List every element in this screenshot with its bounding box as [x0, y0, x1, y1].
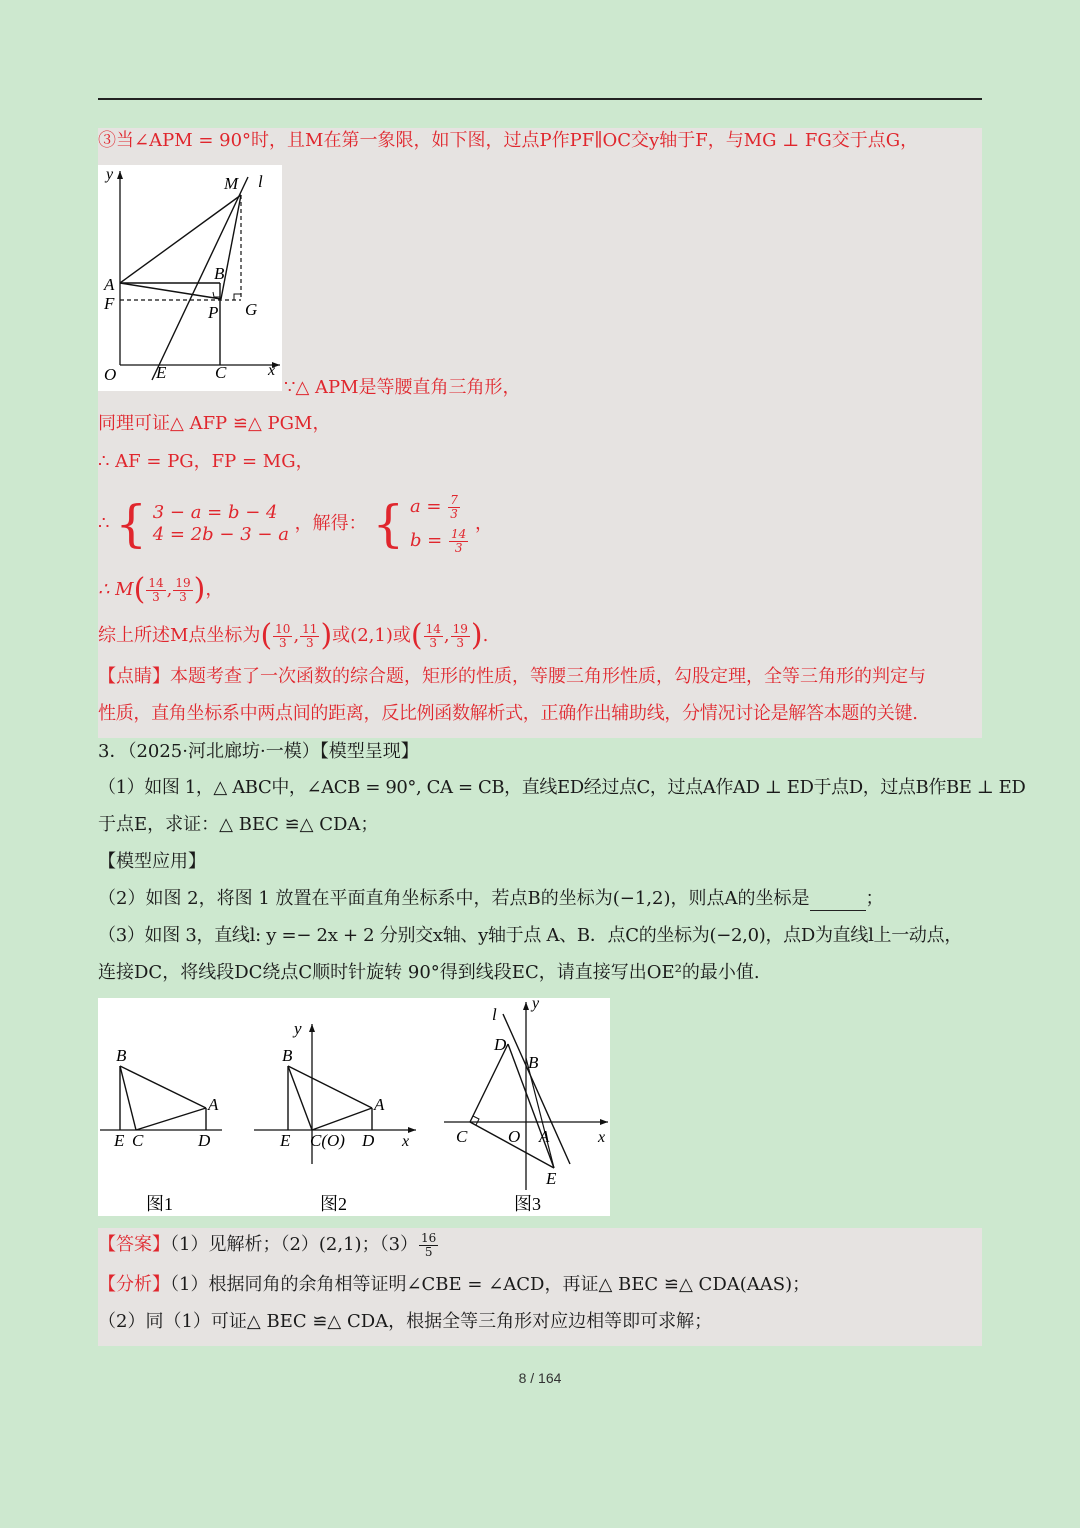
question-part2: （2）如图 2，将图 1 放置在平面直角坐标系中，若点B的坐标为(−1,2)，则点A的坐标是 ；	[98, 888, 884, 909]
g1-label-c: C	[132, 1131, 144, 1150]
fig1-label-y: y	[106, 166, 114, 183]
caption-fig1: 图1	[146, 1194, 173, 1214]
header-rule	[98, 98, 982, 100]
solution-equal: ∴ AF = PG，FP = MG，	[98, 451, 314, 472]
g3-label-o: O	[508, 1127, 521, 1146]
solution-b: b = $\frac{14}{3}$	[409, 526, 467, 555]
analysis-tag: 【分析】	[98, 1274, 170, 1295]
g2-label-d: D	[362, 1131, 375, 1150]
solution-brace: {	[372, 495, 405, 553]
caption-fig2: 图2	[320, 1194, 347, 1214]
fig1-label-p: P	[208, 303, 219, 322]
fig1-label-m: M	[224, 174, 239, 193]
answer-line: 【答案】（1）见解析；（2）(2,1)；（3） $\frac{16}{5}$	[98, 1230, 437, 1259]
answer-tag: 【答案】	[98, 1234, 170, 1255]
g3-label-l: l	[492, 1005, 497, 1024]
solve-label: ，解得：	[294, 513, 367, 534]
g3-label-c: C	[456, 1127, 468, 1146]
comment-tag: 【点睛】	[98, 666, 170, 687]
analysis-line-1: 【分析】（1）根据同角的余角相等证明∠CBE = ∠ACD，再证△ BEC ≌△ CDA(AAS)；	[98, 1274, 811, 1295]
question-part1-a: （1）如图 1，△ ABC中，∠ACB = 90°, CA = CB，直线ED经过点C，过点A作AD ⊥ ED于点D，过点B作BE ⊥ ED	[98, 777, 1026, 798]
g2-label-co: C(O)	[310, 1131, 345, 1150]
equation-2: 4 = 2b − 3 − a	[152, 524, 289, 545]
question-header: 3．（2025·河北廊坊·一模）【模型呈现】	[98, 741, 419, 762]
g2-label-a: A	[374, 1095, 385, 1114]
system-therefore: ∴	[98, 513, 110, 534]
fig1-label-b: B	[214, 264, 225, 283]
solution-values	[410, 490, 469, 558]
solution-summary: 综上所述M点坐标为( $\frac{10}{3}$ , $\frac{11}{3}$ )或(2,1)或( $\frac{14}{3}$ , $\frac{19}{3}$ ).	[98, 618, 489, 653]
figure-models	[98, 998, 610, 1216]
solution-m-point: ∴ M( $\frac{14}{3}$ , $\frac{19}{3}$ )，	[98, 572, 224, 607]
figure-models-svg	[98, 998, 610, 1216]
question-part1-b: 于点E，求证：△ BEC ≌△ CDA；	[98, 814, 379, 835]
comment-line-2: 性质，直角坐标系中两点间的距离，反比例函数解析式，正确作出辅助线，分情况讨论是解答本题的关键.	[98, 703, 918, 724]
solution-a: a = $\frac{7}{3}$	[409, 492, 458, 521]
question-part3-b: 连接DC，将线段DC绕点C顺时针旋转 90°得到线段EC，请直接写出OE²的最小值.	[98, 962, 760, 983]
g3-label-e: E	[546, 1169, 557, 1188]
question-apply: 【模型应用】	[98, 851, 206, 872]
g1-label-a: A	[208, 1095, 219, 1114]
g3-label-b: B	[528, 1053, 539, 1072]
equation-1: 3 − a = b − 4	[152, 502, 278, 523]
solution-comma: ，	[475, 513, 494, 534]
solution-congruent: 同理可证△ AFP ≌△ PGM，	[98, 413, 331, 434]
fig1-label-e: E	[156, 363, 167, 382]
fig1-label-f: F	[104, 294, 115, 313]
question-part3-a: （3）如图 3，直线l: y =− 2x + 2 分别交x轴、y轴于点 A、B．点C的坐标为(−2,0)，点D为直线l上一动点，	[98, 925, 963, 946]
answer-blank[interactable]	[810, 892, 866, 911]
g1-label-d: D	[198, 1131, 211, 1150]
answer-fraction: $\frac{16}{5}$	[421, 1230, 437, 1259]
g1-label-b: B	[116, 1046, 127, 1065]
solution-system	[98, 486, 982, 562]
solution-intro: ③当∠APM = 90°时，且M在第一象限，如下图，过点P作PF∥OC交y轴于F，与MG ⊥ FG交于点G，	[98, 130, 919, 151]
fig1-label-c: C	[215, 363, 227, 382]
fig1-label-o: O	[104, 365, 117, 384]
comment-line-1: 【点睛】本题考查了一次函数的综合题，矩形的性质，等腰三角形性质，勾股定理，全等三角形的判定与	[98, 666, 926, 687]
g3-label-x: x	[598, 1129, 606, 1146]
system-equations	[153, 502, 289, 546]
g1-label-e: E	[114, 1131, 125, 1150]
figure-apm-svg	[98, 165, 282, 391]
fig1-label-l: l	[258, 172, 263, 191]
system-brace: {	[115, 495, 147, 553]
analysis-line-2: （2）同（1）可证△ BEC ≌△ CDA，根据全等三角形对应边相等即可求解；	[98, 1311, 713, 1332]
g2-label-x: x	[402, 1133, 410, 1150]
fig1-label-g: G	[245, 300, 258, 319]
g2-label-y: y	[294, 1019, 302, 1038]
solution-because: ∵△ APM是等腰直角三角形，	[284, 377, 521, 398]
page-number: 8 / 164	[518, 1370, 562, 1386]
g3-label-d: D	[494, 1035, 507, 1054]
caption-fig3: 图3	[514, 1194, 541, 1214]
figure-apm	[98, 165, 282, 391]
fig1-label-x: x	[268, 362, 276, 379]
g2-label-b: B	[282, 1046, 293, 1065]
g3-label-y: y	[532, 998, 540, 1012]
g3-label-a: A	[539, 1127, 550, 1146]
g2-label-e: E	[280, 1131, 291, 1150]
fig1-label-a: A	[104, 275, 115, 294]
